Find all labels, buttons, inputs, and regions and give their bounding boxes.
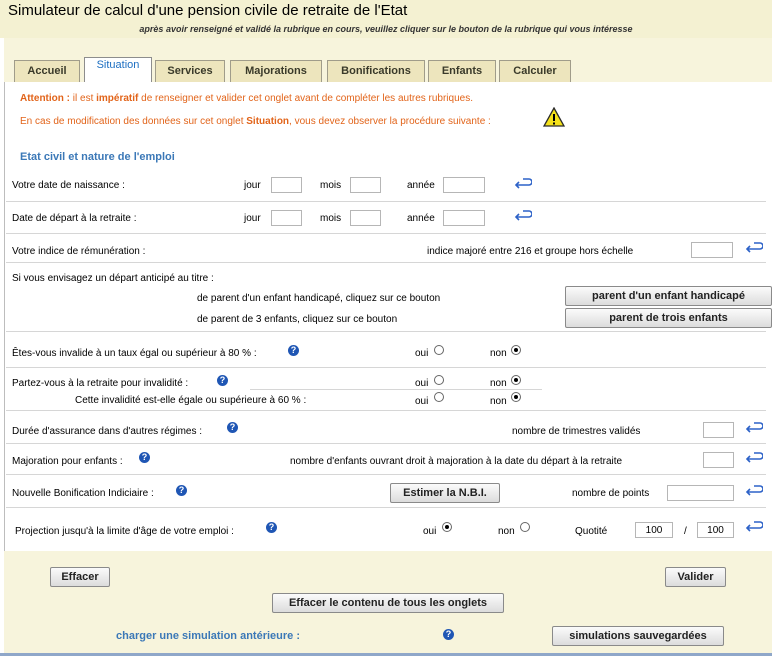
help-icon[interactable]: ? — [227, 422, 238, 433]
nbi-label: Nouvelle Bonification Indiciaire : — [12, 488, 154, 499]
return-arrow-icon[interactable] — [745, 451, 763, 463]
retirement-annee-input[interactable] — [443, 210, 485, 226]
divider — [6, 233, 766, 234]
birth-mois-input[interactable] — [350, 177, 381, 193]
page-title: Simulateur de calcul d'une pension civile de retraite de l'Etat — [8, 2, 408, 19]
divider — [6, 331, 766, 332]
assurance-input[interactable] — [703, 422, 734, 438]
birth-annee-input[interactable] — [443, 177, 485, 193]
birth-jour-label: jour — [244, 180, 261, 191]
nbi-input[interactable] — [667, 485, 734, 501]
valider-button[interactable]: Valider — [665, 567, 726, 587]
invalidite-oui-radio[interactable] — [434, 375, 444, 385]
tab-enfants[interactable]: Enfants — [428, 60, 496, 82]
help-icon[interactable]: ? — [139, 452, 150, 463]
birth-jour-input[interactable] — [271, 177, 302, 193]
help-icon[interactable]: ? — [443, 629, 454, 640]
attention-prefix: Attention : — [20, 93, 70, 104]
attention-emphasis: impératif — [96, 93, 139, 104]
majoration-sublabel: nombre d'enfants ouvrant droit à majoration à la date du départ à la retraite — [290, 456, 623, 467]
tab-majorations[interactable]: Majorations — [230, 60, 322, 82]
attention-procedure-end: , vous devez observer la procédure suivante : — [289, 116, 491, 127]
return-arrow-icon[interactable] — [745, 421, 763, 433]
divider — [6, 367, 766, 368]
retirement-annee-label: année — [407, 213, 435, 224]
handicap-button[interactable]: parent d'un enfant handicapé — [565, 286, 772, 306]
return-arrow-icon[interactable] — [745, 484, 763, 496]
help-icon[interactable]: ? — [266, 522, 277, 533]
attention-situation-word: Situation — [246, 116, 290, 127]
warning-icon[interactable] — [543, 107, 565, 127]
divider — [250, 389, 542, 390]
assurance-sublabel: nombre de trimestres validés — [512, 426, 641, 437]
attention-line-1 — [20, 93, 473, 104]
return-arrow-icon[interactable] — [514, 177, 532, 189]
quotite-separator: / — [684, 526, 687, 537]
quotite-label: Quotité — [575, 526, 608, 537]
projection-non-radio[interactable] — [520, 522, 530, 532]
quotite-denominator-input[interactable] — [697, 522, 734, 538]
birth-mois-label: mois — [320, 180, 342, 191]
page-subtitle: après avoir renseigné et validé la rubrique en cours, veuillez cliquer sur le bouton de la rubrique qui vous intéresse — [139, 24, 633, 34]
retirement-jour-input[interactable] — [271, 210, 302, 226]
divider — [6, 507, 766, 508]
help-icon[interactable]: ? — [288, 345, 299, 356]
return-arrow-icon[interactable] — [514, 209, 532, 221]
invalide80-non-radio[interactable] — [511, 345, 521, 355]
attention-text: il est — [72, 93, 94, 104]
majoration-input[interactable] — [703, 452, 734, 468]
help-icon[interactable]: ? — [217, 375, 228, 386]
simulations-sauvegardees-button[interactable]: simulations sauvegardées — [552, 626, 724, 646]
invalidite60-non-radio[interactable] — [511, 392, 521, 402]
section-title: Etat civil et nature de l'emploi — [20, 151, 175, 163]
tab-accueil[interactable]: Accueil — [14, 60, 80, 82]
invalidite-label: Partez-vous à la retraite pour invalidité : — [12, 378, 189, 389]
handicap-text: de parent d'un enfant handicapé, cliquez sur ce bouton — [197, 293, 441, 304]
divider — [6, 201, 766, 202]
projection-non-label: non — [498, 526, 515, 537]
divider — [6, 443, 766, 444]
retirement-mois-input[interactable] — [350, 210, 381, 226]
retirement-jour-label: jour — [244, 213, 261, 224]
tab-bonifications[interactable]: Bonifications — [327, 60, 425, 82]
anticipe-label: Si vous envisagez un départ anticipé au titre : — [12, 273, 214, 284]
divider — [6, 474, 766, 475]
effacer-button[interactable]: Effacer — [50, 567, 110, 587]
attention-procedure-text: En cas de modification des données sur cet onglet — [20, 116, 244, 127]
invalide80-oui-radio[interactable] — [434, 345, 444, 355]
tab-calculer[interactable]: Calculer — [499, 60, 571, 82]
retirement-mois-label: mois — [320, 213, 342, 224]
help-icon[interactable]: ? — [176, 485, 187, 496]
indice-sublabel: indice majoré entre 216 et groupe hors échelle — [427, 246, 634, 257]
majoration-label: Majoration pour enfants : — [12, 456, 123, 467]
return-arrow-icon[interactable] — [745, 520, 763, 532]
trois-enfants-button[interactable]: parent de trois enfants — [565, 308, 772, 328]
invalidite-oui-label: oui — [415, 378, 429, 389]
birth-annee-label: année — [407, 180, 435, 191]
invalide80-non-label: non — [490, 348, 507, 359]
indice-label: Votre indice de rémunération : — [12, 246, 146, 257]
trois-enfants-text: de parent de 3 enfants, cliquez sur ce bouton — [197, 314, 398, 325]
divider — [6, 262, 766, 263]
invalidite60-label: Cette invalidité est-elle égale ou supérieure à 60 % : — [75, 395, 307, 406]
projection-oui-label: oui — [423, 526, 437, 537]
tab-services[interactable]: Services — [155, 60, 225, 82]
birth-date-label: Votre date de naissance : — [12, 180, 125, 191]
invalidite-non-label: non — [490, 378, 507, 389]
quotite-numerator-input[interactable] — [635, 522, 673, 538]
invalidite-non-radio[interactable] — [511, 375, 521, 385]
projection-oui-radio[interactable] — [442, 522, 452, 532]
return-arrow-icon[interactable] — [745, 241, 763, 253]
attention-text-end: de renseigner et valider cet onglet avant de compléter les autres rubriques. — [141, 93, 473, 104]
attention-line-2 — [20, 116, 491, 127]
invalide80-oui-label: oui — [415, 348, 429, 359]
effacer-tous-button[interactable]: Effacer le contenu de tous les onglets — [272, 593, 504, 613]
assurance-label: Durée d'assurance dans d'autres régimes : — [12, 426, 203, 437]
divider — [6, 410, 766, 411]
indice-input[interactable] — [691, 242, 733, 258]
invalidite60-oui-label: oui — [415, 396, 429, 407]
estimer-nbi-button[interactable]: Estimer la N.B.I. — [390, 483, 500, 503]
projection-label: Projection jusqu'à la limite d'âge de votre emploi : — [15, 526, 234, 537]
invalidite60-oui-radio[interactable] — [434, 392, 444, 402]
charger-simulation-link[interactable]: charger une simulation antérieure : — [116, 630, 300, 642]
nbi-sublabel: nombre de points — [572, 488, 650, 499]
invalide80-label: Êtes-vous invalide à un taux égal ou supérieur à 80 % : — [12, 348, 257, 359]
retirement-date-label: Date de départ à la retraite : — [12, 213, 137, 224]
tab-situation[interactable]: Situation — [84, 57, 152, 83]
invalidite60-non-label: non — [490, 396, 507, 407]
